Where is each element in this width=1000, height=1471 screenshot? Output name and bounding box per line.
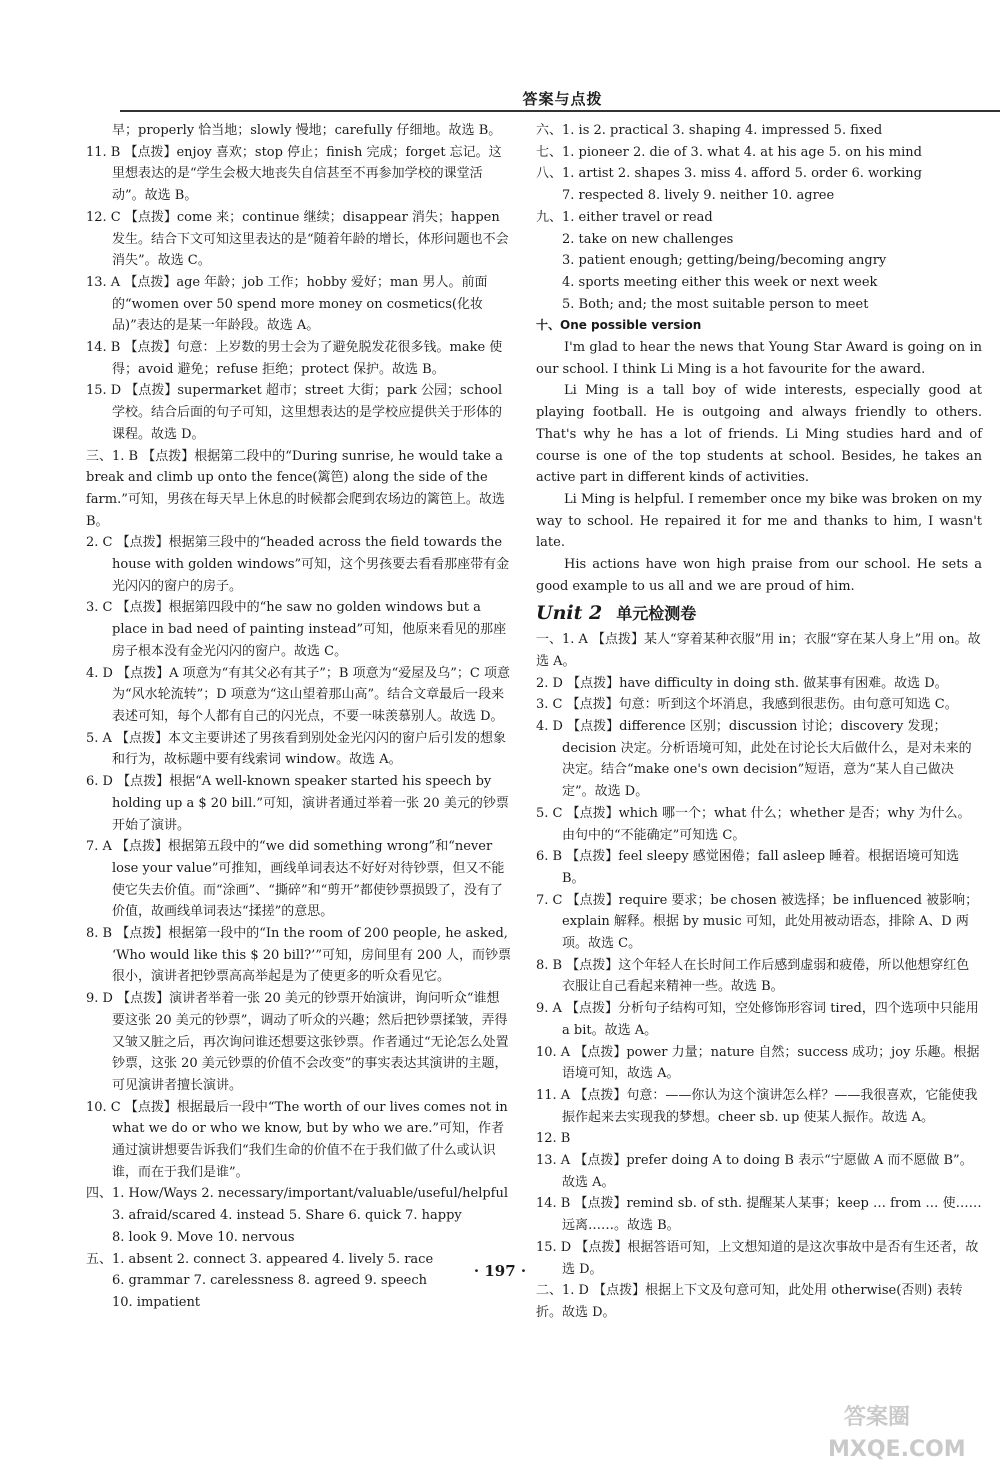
left-column <box>86 120 512 1314</box>
answer-line: 2. D 【点拨】have difficulty in doing sth. 做某事有困难。故选 D。 <box>536 675 948 691</box>
unit-title: Unit 2 <box>536 602 603 625</box>
answer-line: 5. A 【点拨】本文主要讲述了男孩看到别处金光闪闪的窗户后引发的想象和行为，故标题中要有线索词 window。故选 A。 <box>86 730 507 768</box>
essay-paragraph: Li Ming is helpful. I remember once my bike was broken on my way to school. He repaired it for me and thanks to him, I wasn't late. <box>536 491 982 551</box>
answer-line: 10. A 【点拨】power 力量；nature 自然；success 成功；joy 乐趣。根据语境可知，故选 A。 <box>536 1044 980 1082</box>
watermark-line2: MXQE.COM <box>828 1437 966 1462</box>
right-column-answers <box>536 120 982 315</box>
answer-line: 7. respected 8. lively 9. neither 10. agree <box>562 188 835 204</box>
answer-line: 12. B <box>536 1131 571 1147</box>
answer-line: 二、1. D 【点拨】根据上下文及句意可知，此处用 otherwise(否则) 表转折。故选 D。 <box>536 1283 963 1320</box>
answer-line: 7. C 【点拨】require 要求；be chosen 被选择；be influenced 被影响；explain 解释。根据 by music 可知，此处用被动语态，排除 A、D 两项。故选 C。 <box>536 892 979 952</box>
answer-line: 10. C 【点拨】根据最后一段中“The worth of our lives comes not in what we do or who we know, but by who we are.”可知，作者通过演讲想要告诉我们“我们生命的价值不在于我们做了什么或认识谁，而在于我们是谁”。 <box>86 1099 508 1180</box>
answer-line: 4. D 【点拨】A 项意为“有其父必有其子”；B 项意为“爱屋及乌”；C 项意为“风水轮流转”；D 项意为“这山望着那山高”。结合文章最后一段来表述可知，每个人都有自己的闪光点，不要一味羡慕别人。故选 D。 <box>86 665 510 724</box>
answer-line: 12. C 【点拨】come 来；continue 继续；disappear 消失；happen 发生。结合下文可知这里表达的是“随着年龄的增长，体形问题也不会消失”。故选 C。 <box>86 209 509 269</box>
answer-line: 8. B 【点拨】根据第一段中的“In the room of 200 people, he asked, ‘Who would like this $ 20 bill?’”可知，房间里有 200 人，而钞票很小，演讲者把钞票高高举起是为了使更多的听众看见它。 <box>86 926 512 985</box>
answer-line: 6. D 【点拨】根据“A well-known speaker started his speech by holding up a $ 20 bill.”可知，演讲者通过举着一张 20 美元的钞票开始了演讲。 <box>86 774 509 833</box>
answer-line: 13. A 【点拨】age 年龄；job 工作；hobby 爱好；man 男人。前面的“women over 50 spend more money on cosmetics(化妆品)”表达的是某一年龄段。故选 A。 <box>86 274 488 334</box>
answer-line: 五、1. absent 2. connect 3. appeared 4. lively 5. race <box>86 1251 434 1267</box>
answer-line: 6. grammar 7. carelessness 8. agreed 9. speech <box>112 1273 428 1289</box>
essay-heading: 十、One possible version <box>536 318 702 333</box>
answer-line: 3. patient enough; getting/being/becoming angry <box>562 253 887 269</box>
answer-line: 3. C 【点拨】句意：听到这个坏消息，我感到很悲伤。由句意可知选 C。 <box>536 697 958 713</box>
answer-line: 8. B 【点拨】这个年轻人在长时间工作后感到虚弱和疲倦，所以他想穿红色衣服让自己看起来精神一些。故选 B。 <box>536 957 970 995</box>
answer-line: 2. take on new challenges <box>562 231 734 247</box>
answer-line: 7. A 【点拨】根据第五段中的“we did something wrong”和“never lose your value”可推知，画线单词表达不好好对待钞票，但又不能使它失去价值。而“涂画”、“撕碎”和“剪开”都使钞票损毁了，没有了价值，故画线单词表达“揉搓”的意思。 <box>86 839 505 920</box>
header-divider <box>120 110 1000 112</box>
right-column <box>536 120 982 1324</box>
page-header-title: 答案与点拨 <box>522 90 603 108</box>
unit2-answers <box>536 629 982 1324</box>
answer-line: 15. D 【点拨】supermarket 超市；street 大街；park 公园；school 学校。结合后面的句子可知，这里想表达的是学校应提供关于形体的课程。故选 D。 <box>86 383 503 442</box>
answer-line: 一、1. A 【点拨】某人“穿着某种衣服”用 in；衣服“穿在某人身上”用 on。故选 A。 <box>536 632 981 669</box>
essay-body <box>536 337 982 597</box>
answer-line: 10. impatient <box>112 1294 201 1310</box>
page-number: · 197 · <box>473 1262 527 1280</box>
answer-line: 9. D 【点拨】演讲者举着一张 20 美元的钞票开始演讲，询问听众“谁想要这张 20 美元的钞票”，调动了听众的兴趣；然后把钞票揉皱，弄得又皱又脏之后，再次询问谁还想要这张钞票。作者通过“无论怎么处置钞票，这张 20 美元钞票的价值不会改变”的事实表达其演讲的主题，可见演讲者擅长演讲。 <box>86 991 509 1093</box>
answer-line: 11. B 【点拨】enjoy 喜欢；stop 停止；finish 完成；forget 忘记。这里想表达的是“学生会极大地丧失自信甚至不再参加学校的课堂活动”。故选 B。 <box>86 144 502 204</box>
watermark-logo <box>822 1392 992 1466</box>
answer-line: 4. D 【点拨】difference 区别；discussion 讨论；discovery 发现；decision 决定。分析语境可知，此处在讨论长大后做什么，是对未来的决定。结合“make one's own decision”短语，意为“某人自己做决定”。故选 D。 <box>536 718 972 800</box>
answer-line: 三、1. B 【点拨】根据第二段中的“During sunrise, he would take a break and climb up onto the fence(篱笆) along the side of the farm.”可知，男孩在每天早上休息的时候都会爬到农场边的篱笆上。故选 B。 <box>86 448 505 529</box>
answer-line: 5. C 【点拨】which 哪一个；what 什么；whether 是否；why 为什么。由句中的“不能确定”可知选 C。 <box>536 805 971 843</box>
essay-paragraph: Li Ming is a tall boy of wide interests, especially good at playing football. He is outgoing and always friendly to others. That's why he has a lot of friends. Li Ming studies hard and of course is one of the top students at school. Besides, he takes an active part in different kinds of activities. <box>536 383 982 486</box>
essay-paragraph: I'm glad to hear the news that Young Star Award is going on in our school. I think Li Ming is a hot favourite for the award. <box>536 340 982 377</box>
answer-line: 15. D 【点拨】根据答语可知，上文想知道的是这次事故中是否有生还者，故选 D。 <box>536 1239 979 1277</box>
answer-line: 8. look 9. Move 10. nervous <box>112 1229 295 1245</box>
answer-line: 七、1. pioneer 2. die of 3. what 4. at his age 5. on his mind <box>536 144 922 160</box>
answer-line: 3. afraid/scared 4. instead 5. Share 6. quick 7. happy <box>112 1208 462 1224</box>
answer-line: 11. A 【点拨】句意：——你认为这个演讲怎么样？——我很喜欢，它能使我振作起来去实现我的梦想。cheer sb. up 使某人振作。故选 A。 <box>536 1087 978 1125</box>
unit-subtitle: 单元检测卷 <box>616 604 697 624</box>
essay-paragraph: His actions have won high praise from our school. He sets a good example to us all and we are proud of him. <box>536 557 982 594</box>
answer-line: 八、1. artist 2. shapes 3. miss 4. afford 5. order 6. working <box>536 166 922 182</box>
answer-line: 六、1. is 2. practical 3. shaping 4. impressed 5. fixed <box>536 123 883 138</box>
answer-line: 九、1. either travel or read <box>536 209 713 225</box>
answer-line: 6. B 【点拨】feel sleepy 感觉困倦；fall asleep 睡着。根据语境可知选 B。 <box>536 849 960 886</box>
answer-line: 3. C 【点拨】根据第四段中的“he saw no golden windows but a place in bad need of painting instead”可知，他原来看见的那座房子根本没有金光闪闪的窗户。故选 C。 <box>86 600 507 659</box>
answer-line: 2. C 【点拨】根据第三段中的“headed across the field towards the house with golden windows”可知，这个男孩要去看看那座带有金光闪闪的窗户的房子。 <box>86 535 510 594</box>
answer-line: 4. sports meeting either this week or next week <box>562 274 878 290</box>
answer-line: 四、1. How/Ways 2. necessary/important/valuable/useful/helpful <box>86 1186 509 1202</box>
answer-line: 9. A 【点拨】分析句子结构可知，空处修饰形容词 tired，四个选项中只能用 a bit。故选 A。 <box>536 1001 979 1038</box>
answer-line: 14. B 【点拨】句意：上岁数的男士会为了避免脱发花很多钱。make 使得；avoid 避免；refuse 拒绝；protect 保护。故选 B。 <box>86 340 503 377</box>
answer-line: 5. Both; and; the most suitable person to meet <box>562 296 869 312</box>
watermark-line1: 答案圈 <box>844 1405 911 1430</box>
unit-heading <box>536 603 982 625</box>
answer-line: 13. A 【点拨】prefer doing A to doing B 表示“宁愿做 A 而不愿做 B”。故选 A。 <box>536 1153 973 1190</box>
answer-line: 14. B 【点拨】remind sb. of sth. 提醒某人某事；keep … from … 使……远离……。故选 B。 <box>536 1196 982 1234</box>
answer-line: 早；properly 恰当地；slowly 慢地；carefully 仔细地。故选 B。 <box>112 123 502 138</box>
